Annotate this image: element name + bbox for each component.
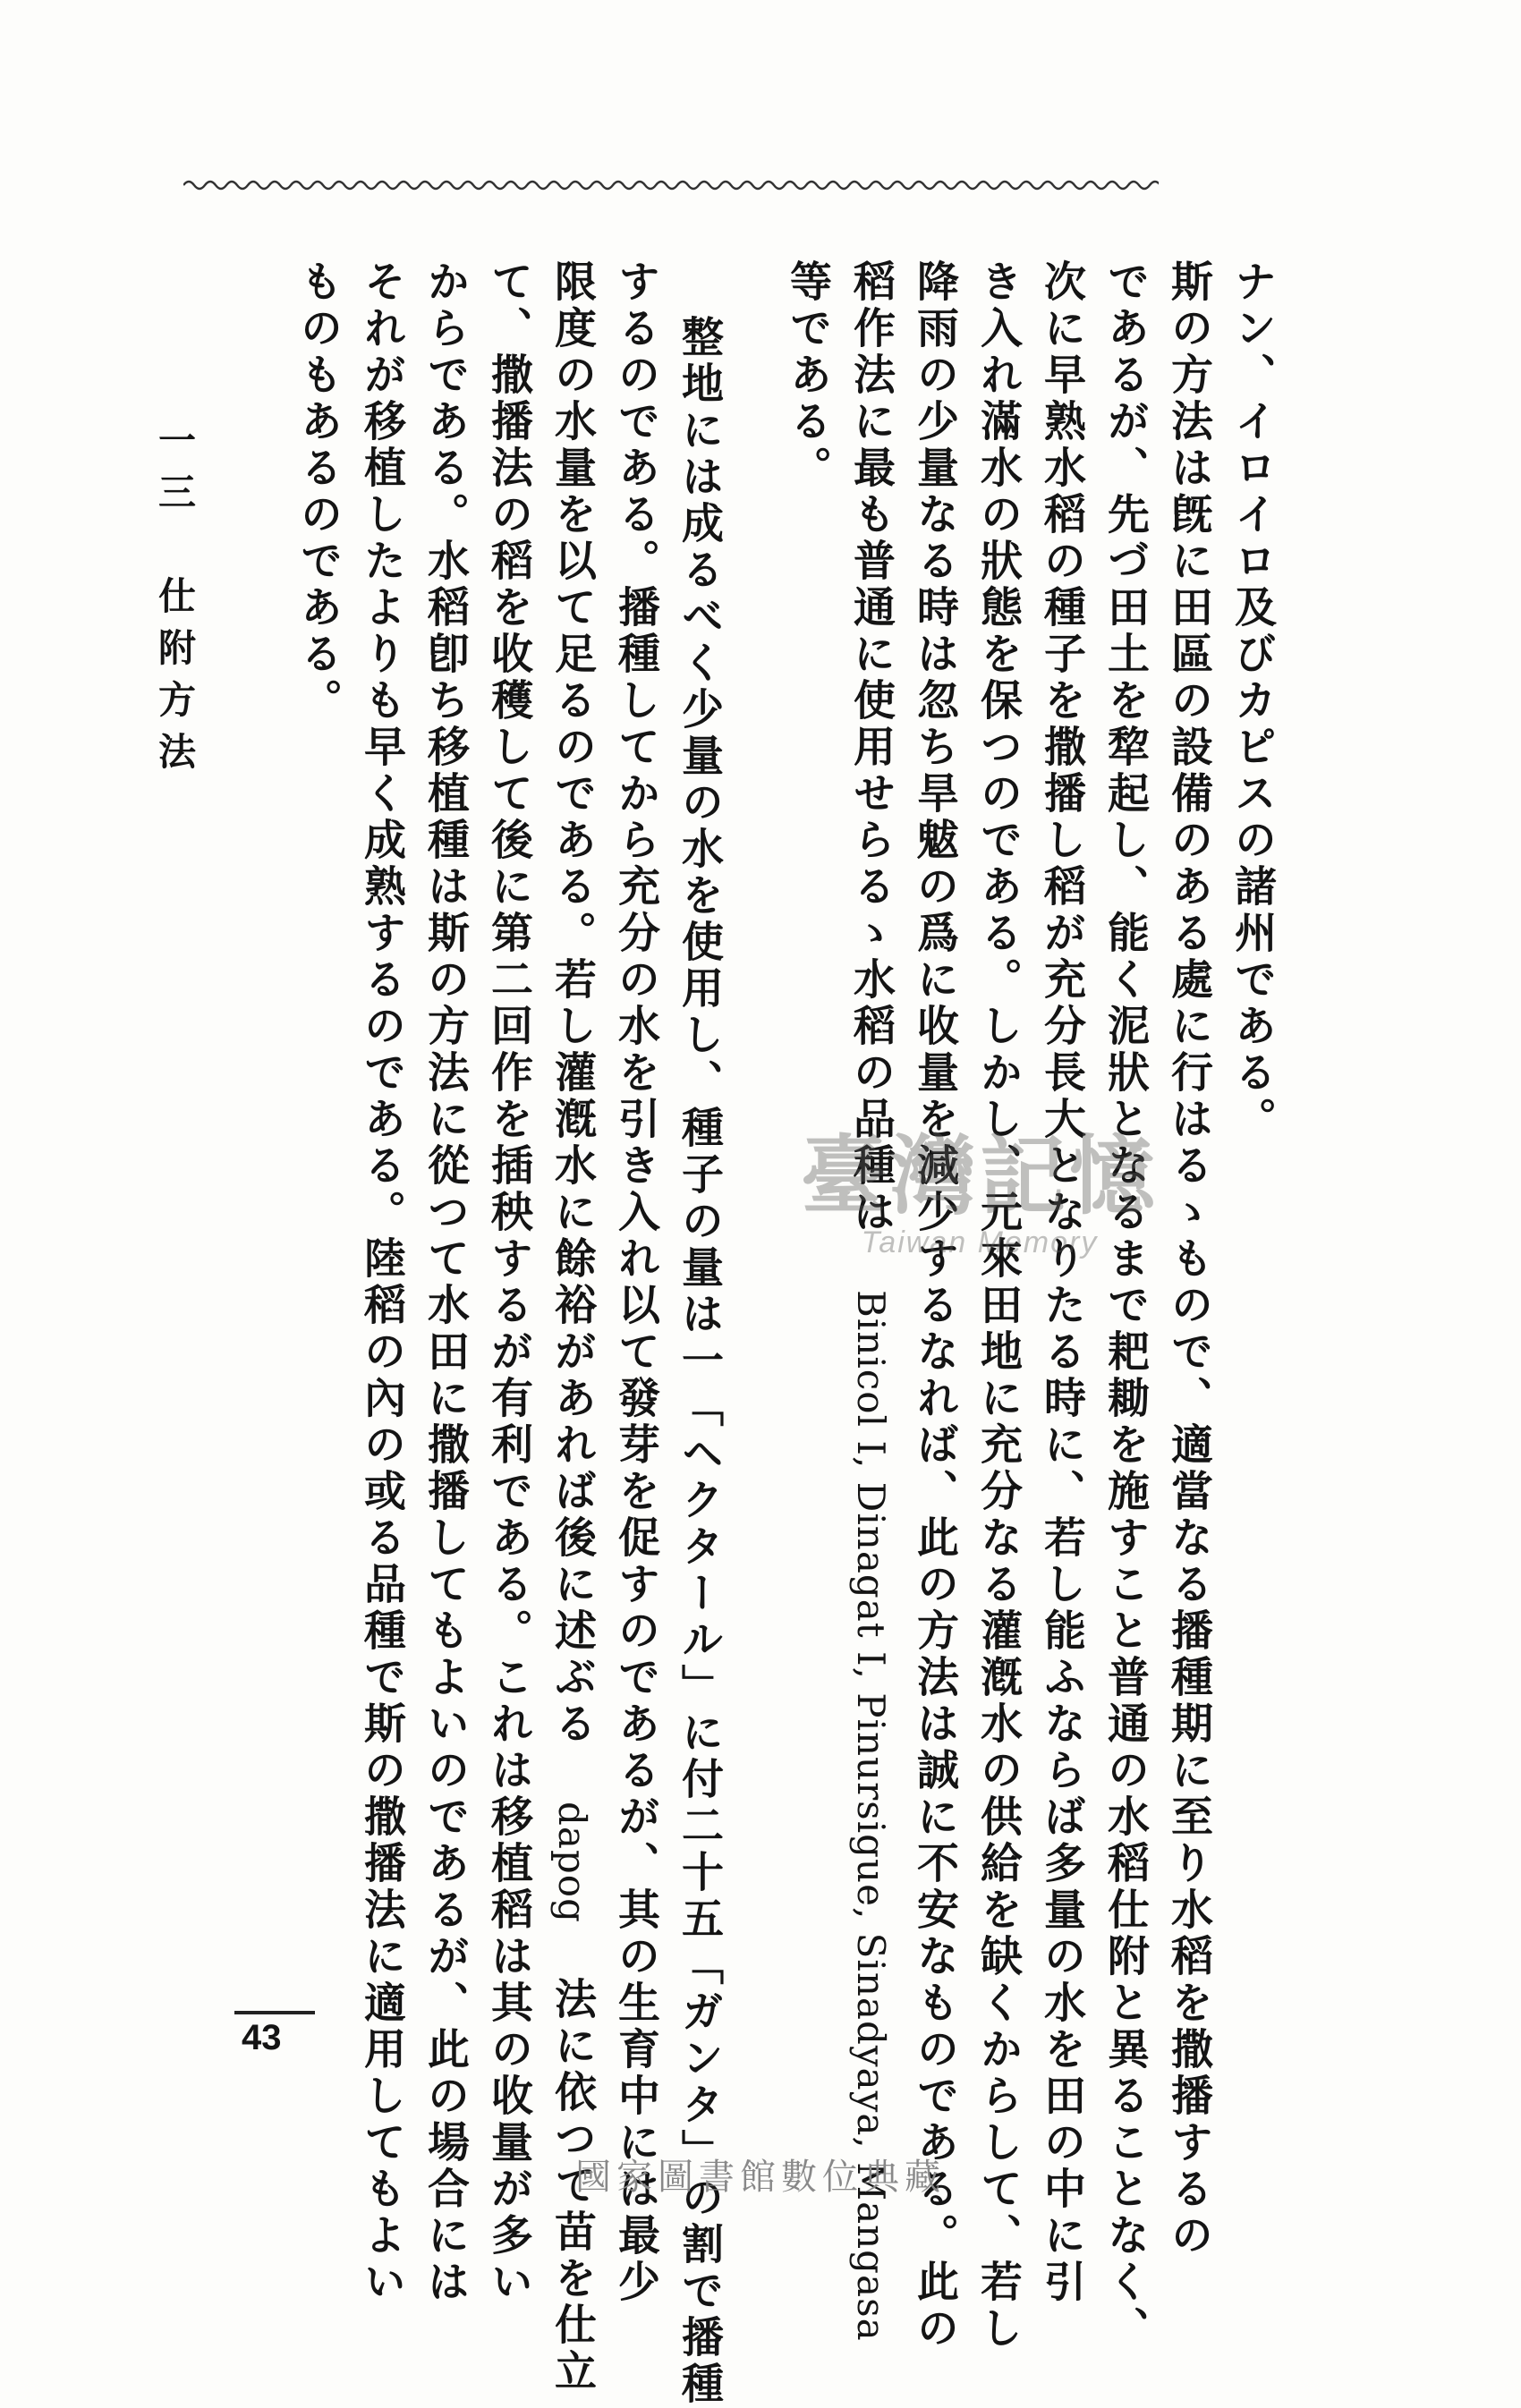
text-column-12: て、撒播法の稻を收穫して後に第二回作を插秧するが有利である。これは移植稻は其の收量が多い	[484, 259, 533, 2306]
text-column-14: それが移植したよりも早く成熟するのである。陸稻の內の或る品種で斯の撒播法に適用してもよい	[357, 259, 406, 2306]
rice-variety-names: Binicol I, Dinagat I, Pinursigue, Sinadyaya, Mangasa	[849, 1290, 893, 2342]
text-column-7	[843, 259, 898, 2342]
text-column-5: き入れ滿水の狀態を保つのである。しかし、元來田地に充分なる灌漑水の供給を缺くからして、若し	[973, 259, 1023, 2353]
footer-credit: 國家圖書館數位典藏	[575, 2157, 946, 2198]
text-column-7-japanese: 稻作法に最も普通に使用せらるゝ水稻の品種は	[846, 259, 896, 1290]
text-column-2: 斯の方法は旣に田區の設備のある處に行はるゝもので、適當なる播種期に至り水稻を撒播するの	[1164, 259, 1213, 2260]
text-column-11-japanese: 限度の水量を以て足るのである。若し灌漑水に餘裕があれば後に述ぶる	[548, 259, 597, 1802]
dapog-term: dapog	[550, 1802, 594, 1923]
watermark	[743, 1127, 1217, 1270]
running-head: 一三 仕附方法	[153, 420, 197, 784]
page-number: 43	[242, 2018, 282, 2057]
text-column-3: であるが、先づ田土を犂起し、能く泥狀となるまで耙耡を施すこと普通の水稻仕附と異ることなく、	[1100, 259, 1150, 2353]
text-column-8: 等である。	[783, 259, 832, 492]
text-column-1: ナン、イロイロ及びカピスの諸州である。	[1228, 259, 1277, 1143]
watermark-chinese: 臺灣記憶	[801, 1125, 1159, 1226]
text-column-15: ものもあるのである。	[293, 259, 343, 725]
text-column-4: 次に早熟水稻の種子を撒播し稻が充分長大となりたる時に、若し能ふならば多量の水を田の中に引	[1037, 259, 1086, 2306]
text-column-11	[544, 259, 599, 2395]
text-column-10: するのである。播種してから充分の水を引き入れ以て發芽を促すのであるが、其の生育中には最少	[611, 259, 660, 2306]
watermark-english: Taiwan Memory	[861, 1225, 1099, 1259]
text-column-11-tail: 法に依つて苗を仕立	[548, 1922, 597, 2395]
decorative-wavy-rule	[183, 174, 1159, 196]
text-column-9: 整地には成るべく少量の水を使用し、種子の量は一「ヘクタール」に付二十五「ガンタ」の割で播種	[675, 315, 724, 2408]
page-number-rule	[234, 2011, 315, 2014]
text-column-13: からである。水稻卽ち移植種は斯の方法に從つて水田に撒播してもよいのであるが、此の場合には	[421, 259, 470, 2306]
text-column-6: 降雨の少量なる時は忽ち旱魃の爲に收量を減少するなれば、此の方法は誠に不安なものである。此の	[910, 259, 959, 2353]
